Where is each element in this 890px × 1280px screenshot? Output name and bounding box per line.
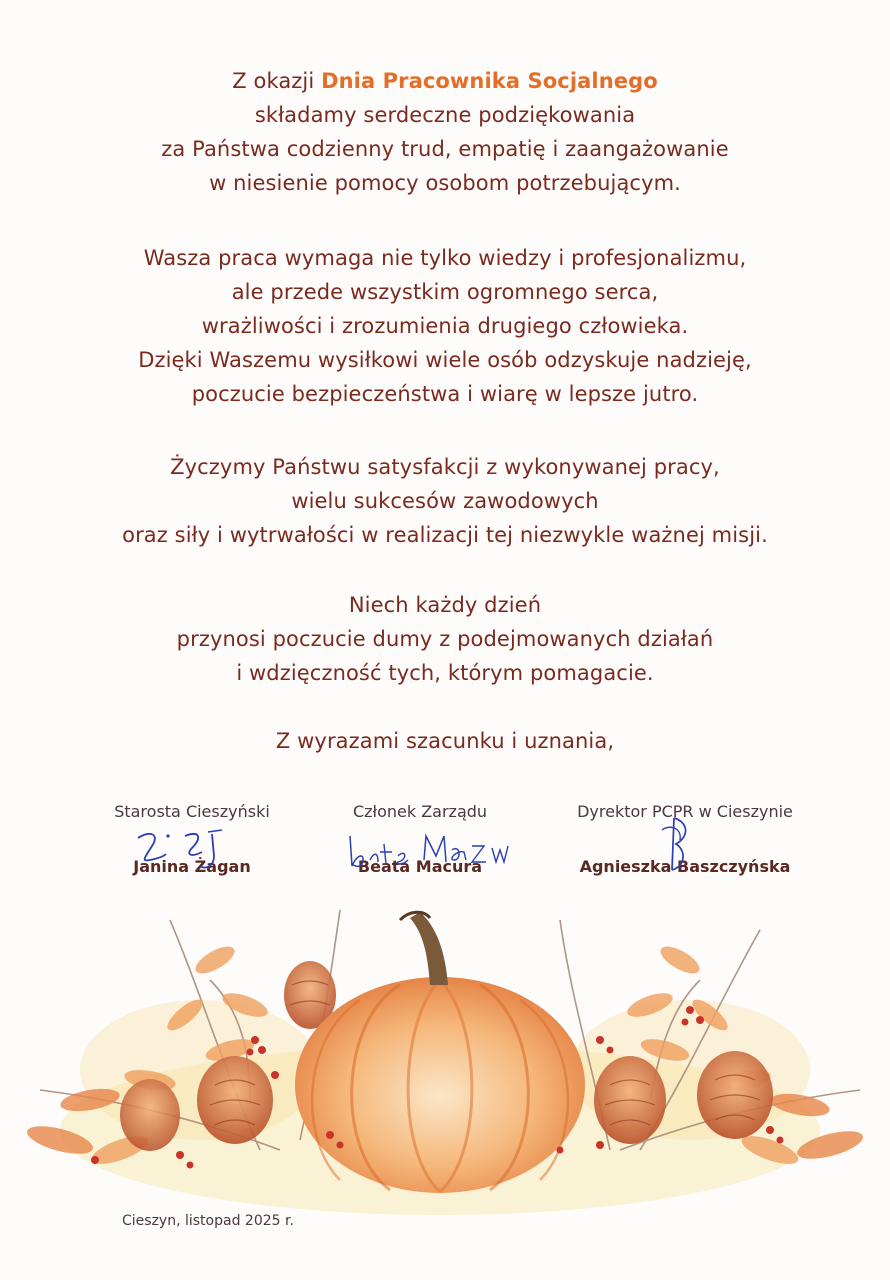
handwritten-signature-3: [652, 810, 702, 882]
signature-role: Starosta Cieszyński: [114, 802, 270, 821]
signature-name: Agnieszka Baszczyńska: [579, 857, 791, 876]
signature-name: Beata Macura: [357, 857, 483, 876]
paragraph-line: w niesienie pomocy osobom potrzebującym.: [209, 171, 681, 195]
paragraph-4: [0, 588, 890, 690]
paragraph-3: [0, 450, 890, 552]
paragraph-line: wrażliwości i zrozumienia drugiego człowieka.: [201, 314, 689, 338]
paragraph-line: Niech każdy dzień: [348, 593, 542, 617]
paragraph-2: [0, 241, 890, 411]
handwritten-signature-1: [130, 826, 240, 876]
paragraph-line: wielu sukcesów zawodowych: [291, 489, 599, 513]
title-line: [0, 64, 890, 98]
paragraph-line: przynosi poczucie dumy z podejmowanych działań: [176, 627, 714, 651]
paragraph-line: oraz siły i wytrwałości w realizacji tej niezwykle ważnej misji.: [122, 523, 768, 547]
paragraph-line: Życzymy Państwu satysfakcji z wykonywanej pracy,: [170, 455, 720, 479]
closing-phrase: [0, 724, 890, 758]
title-and-paragraph-1: [0, 64, 890, 200]
paragraph-line: poczucie bezpieczeństwa i wiarę w lepsze jutro.: [191, 382, 699, 406]
pumpkin-illustration: [0, 900, 890, 1230]
paragraph-line: składamy serdeczne podziękowania: [254, 103, 636, 127]
pumpkin: [295, 912, 585, 1193]
signature-role: Dyrektor PCPR w Cieszynie: [577, 802, 793, 821]
paragraph-line: za Państwa codzienny trud, empatię i zaangażowanie: [161, 137, 729, 161]
paragraph-line: i wdzięczność tych, którym pomagacie.: [236, 661, 654, 685]
title-accent: Dnia Pracownika Socjalnego: [321, 69, 658, 93]
title-prefix: Z okazji: [232, 69, 322, 93]
paragraph-line: ale przede wszystkim ogromnego serca,: [231, 280, 659, 304]
signature-name: Janina Żagan: [133, 857, 251, 876]
handwritten-signature-2: [344, 830, 514, 878]
closing-line: Z wyrazami szacunku i uznania,: [275, 729, 615, 753]
paragraph-line: Wasza praca wymaga nie tylko wiedzy i profesjonalizmu,: [143, 246, 747, 270]
signature-role: Członek Zarządu: [352, 802, 488, 821]
place-and-date: Cieszyn, listopad 2025 r.: [122, 1213, 294, 1229]
paragraph-line: Dzięki Waszemu wysiłkowi wiele osób odzyskuje nadzieję,: [138, 348, 752, 372]
